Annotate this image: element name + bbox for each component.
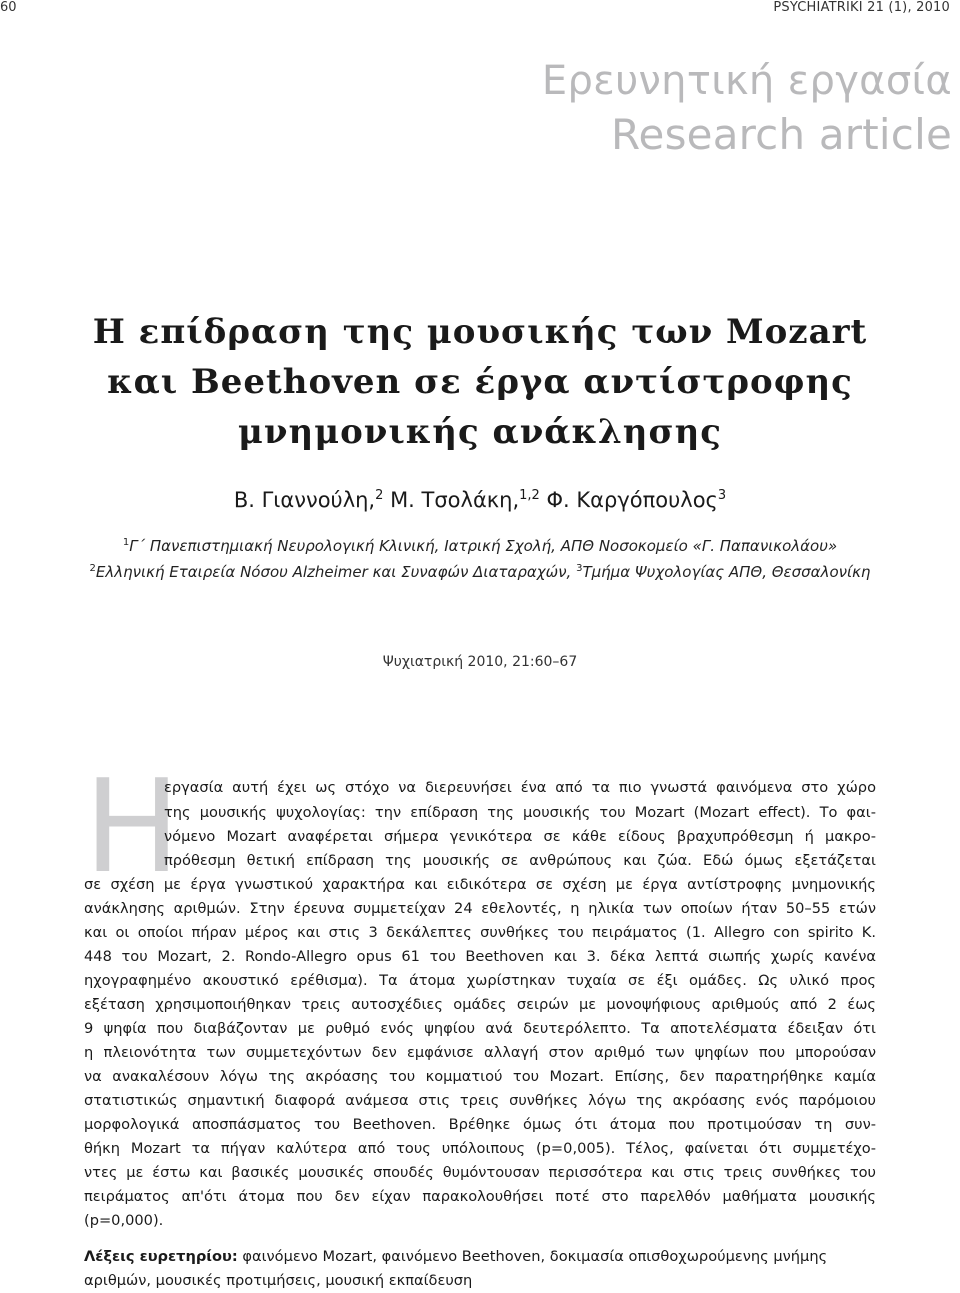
abstract-line: μορφολογικά αποσπάσματος του Beethoven. Βρέθηκε όμως ότι άτομα που προτιμούσαν τη συν-: [84, 1116, 876, 1133]
author-affiliation-mark: 3: [717, 488, 727, 503]
author-name: Μ. Τσολάκη,: [383, 488, 520, 512]
section-label-english: Research article: [611, 110, 952, 159]
abstract-line: στατιστικώς σημαντική διαφορά ανάμεσα στις τρεις συνθήκες λόγω της ακρόασης ενός παρόμοιου: [84, 1092, 876, 1109]
author-affiliation-mark: 2: [375, 488, 384, 503]
affiliation-line-2: [0, 563, 960, 581]
abstract-line: πειράματος απ'ότι άτομα που δεν είχαν παρακολουθήσει ποτέ στο παρελθόν μαθήματα μουσικής: [84, 1188, 876, 1205]
abstract-line: πρόθεσμη θετική επίδραση της μουσικής σε ανθρώπους και ζώα. Εδώ όμως εξετάζεται: [164, 852, 876, 869]
article-title-line-2: και Beethoven σε έργα αντίστροφης: [107, 362, 853, 402]
author-name: Β. Γιαννούλη,: [233, 488, 376, 512]
author-affiliation-mark: 1,2: [519, 488, 540, 503]
affiliation-text: Τμήμα Ψυχολογίας ΑΠΘ, Θεσσαλονίκη: [582, 563, 871, 581]
abstract-line: να ανακαλέσουν λόγω της ακρόασης του κομματιού του Mozart. Επίσης, δεν παρατηρήθηκε καμία: [84, 1068, 876, 1085]
affiliation-mark: 3: [576, 563, 583, 574]
page-number: 60: [0, 0, 17, 15]
abstract-line: νόμενο Mozart αναφέρεται σήμερα γενικότερα σε κάθε είδους βραχυπρόθεσμη ή μακρο-: [164, 828, 876, 845]
keywords-text: φαινόμενο Mozart, φαινόμενο Beethoven, δοκιμασία οπισθοχωρούμενης μνήμης: [237, 1248, 828, 1265]
abstract-line: ανάκλησης αριθμών. Στην έρευνα συμμετείχαν 24 εθελοντές, η ηλικία των οποίων ήταν 50–55 ετών: [84, 900, 876, 917]
affiliation-mark: 2: [89, 563, 96, 574]
journal-citation: Ψυχιατρική 2010, 21:60–67: [382, 654, 578, 670]
affiliation-mark: 1: [122, 537, 130, 548]
section-label-greek: Ερευνητική εργασία: [541, 58, 952, 104]
author-list: [0, 488, 960, 512]
abstract-line: εργασία αυτή έχει ως στόχο να διερευνήσει ένα από τα πιο γνωστά φαινόμενα στο χώρο: [164, 779, 876, 796]
keywords-line-1: [84, 1250, 876, 1265]
abstract-line: η πλειονότητα των συμμετεχόντων δεν εμφάνισε αλλαγή στον αριθμό των ψηφίων που μπορούσαν: [84, 1044, 876, 1061]
abstract-line: 448 του Mozart, 2. Rondo-Allegro opus 61 του Beethoven και 3. δέκα λεπτά σιωπής χωρίς κανένα: [84, 948, 876, 965]
abstract-line: και οι οποίοι πήραν μέρος και στις 3 δεκάλεπτες συνθήκες του πειράματος (1. Allegro con spirito K.: [84, 924, 876, 941]
affiliation-text: Ελληνική Εταιρεία Νόσου Alzheimer και Συναφών Διαταραχών,: [95, 563, 577, 581]
keywords-line-2: αριθμών, μουσικές προτιμήσεις, μουσική εκπαίδευση: [84, 1272, 473, 1289]
affiliation-text: Γ΄ Πανεπιστημιακή Νευρολογική Κλινική, Ιατρική Σχολή, ΑΠΘ Νοσοκομείο «Γ. Παπανικολάου»: [129, 537, 838, 555]
abstract-drop-cap: Η: [84, 753, 181, 902]
abstract-line: εξέταση χρησιμοποιήθηκαν τρεις αυτοσχέδιες ομάδες σειρών με μονοψήφιους αριθμούς από 2 έως: [84, 996, 876, 1013]
keywords-label: Λέξεις ευρετηρίου:: [84, 1248, 238, 1265]
abstract-line: ηχογραφημένο ακουστικό ερέθισμα). Τα άτομα χωρίστηκαν τυχαία σε έξι ομάδες. Ως υλικό προς: [84, 972, 876, 989]
journal-reference: PSYCHIATRIKI 21 (1), 2010: [773, 0, 950, 15]
abstract-line: ντες με έστω και βασικές μουσικές σπουδές θυμόντουσαν περισσότερα και στις τρεις συνθήκες του: [84, 1164, 876, 1181]
abstract-line: σε σχέση με έργα γνωστικού χαρακτήρα και ειδικότερα σε σχέση με έργα αντίστροφης μνημονικής: [84, 876, 876, 893]
abstract-line: 9 ψηφία που διαβάζονταν με ρυθμό ενός ψηφίου ανά δευτερόλεπτο. Τα αποτελέσματα έδειξαν ότι: [84, 1020, 876, 1037]
article-title-line-1: Η επίδραση της μουσικής των Mozart: [92, 312, 868, 352]
abstract-line: της μουσικής ψυχολογίας: την επίδραση της μουσικής του Mozart (Mozart effect). Το φαι-: [164, 804, 876, 821]
affiliation-line-1: [0, 537, 960, 555]
author-name: Φ. Καργόπουλος: [539, 488, 718, 512]
abstract-line: θήκη Mozart τα πήγαν καλύτερα από τους υπόλοιπους (p=0,005). Τέλος, φαίνεται ότι συμμετέχο-: [84, 1140, 876, 1157]
abstract-line: (p=0,000).: [84, 1212, 164, 1229]
article-title-line-3: μνημονικής ανάκλησης: [238, 412, 722, 452]
